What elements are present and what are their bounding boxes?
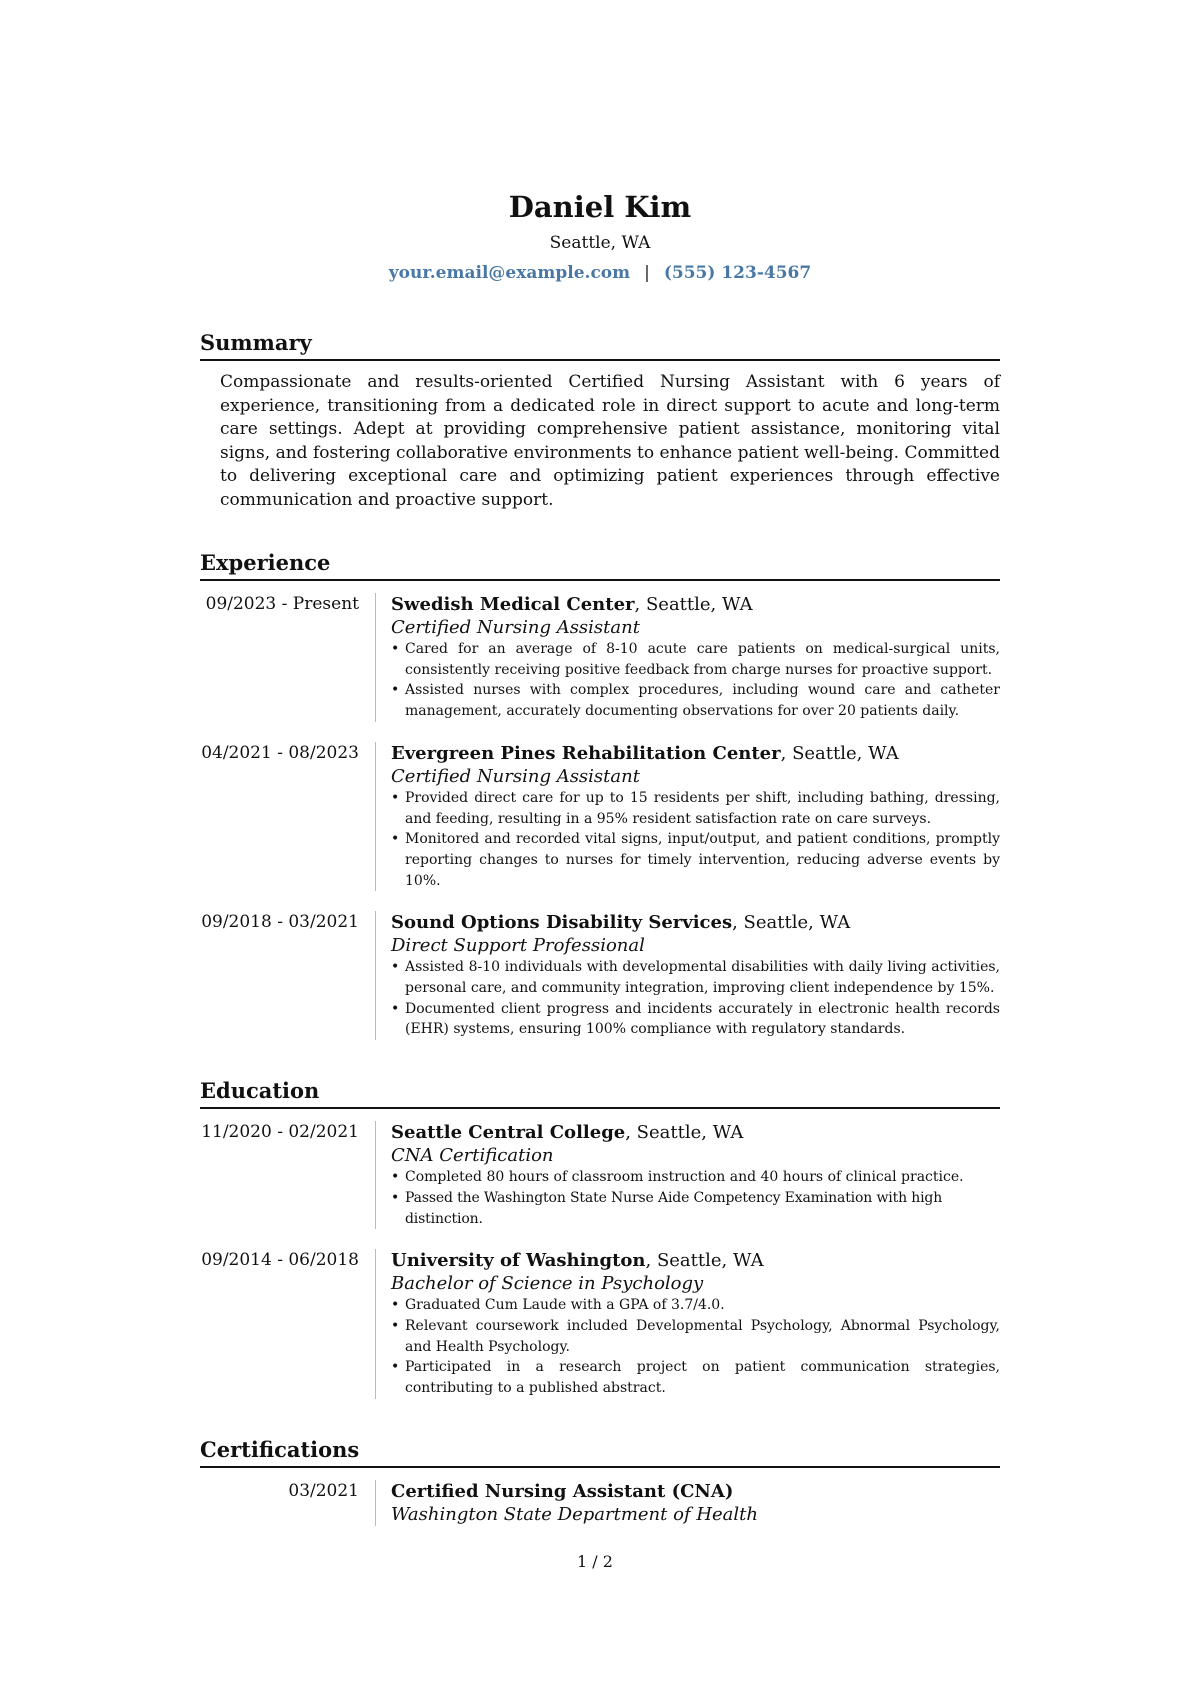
entry-location: , Seattle, WA: [625, 1122, 744, 1144]
entry-body: [375, 1249, 1000, 1399]
section-title-certifications: Certifications: [200, 1435, 1000, 1468]
entry-date: 03/2021: [288, 1480, 359, 1501]
entry-bullets: [391, 1167, 1000, 1229]
entry-organization: Seattle Central College: [391, 1122, 626, 1144]
experience-entry: [200, 593, 1000, 722]
entry-location: , Seattle, WA: [634, 594, 753, 615]
entry-bullets: [391, 788, 1000, 892]
bullet-item: • Completed 80 hours of classroom instruction and 40 hours of clinical practice.: [391, 1167, 1000, 1188]
education-section: [200, 1076, 1000, 1399]
education-entry: [200, 1121, 1000, 1229]
entry-date: 09/2018 - 03/2021: [201, 912, 359, 933]
entry-bullets: [391, 639, 1000, 722]
contact-line: [200, 260, 1000, 286]
entry-body: [375, 1121, 1000, 1229]
contact-separator: |: [644, 263, 650, 283]
entry-heading: [391, 742, 1000, 765]
bullet-item: • Participated in a research project on patient communication strategies, contributing to a published abstract.: [391, 1357, 1000, 1398]
entry-bullets: [391, 957, 1000, 1040]
bullet-item: • Documented client progress and incidents accurately in electronic health records (EHR) systems, ensuring 100% compliance with regulatory standards.: [391, 999, 1000, 1040]
summary-text: Compassionate and results-oriented Certified Nursing Assistant with 6 years of experience, transitioning from a dedicated role in direct support to acute and long-term care settings. Adept at providing comprehensive patient assistance, monitoring vital signs, and fostering collaborative environments to enhance patient well-being. Committed to delivering exceptional care and optimizing patient experiences through effective communication and proactive support.: [220, 372, 1000, 510]
entry-organization: University of Washington: [391, 1250, 646, 1272]
entry-heading: [391, 593, 1000, 616]
entry-bullets: [391, 1295, 1000, 1399]
bullet-item: • Passed the Washington State Nurse Aide Competency Examination with high distinction.: [391, 1188, 1000, 1229]
candidate-location: Seattle, WA: [549, 233, 651, 253]
experience-entry: [200, 911, 1000, 1040]
section-title-education: Education: [200, 1076, 1000, 1109]
entry-body: [375, 742, 1000, 892]
experience-entry: [200, 742, 1000, 892]
resume-header: [200, 188, 1000, 286]
entry-body: [375, 593, 1000, 722]
certifications-section: [200, 1435, 1000, 1526]
candidate-name: Daniel Kim: [508, 190, 692, 224]
education-entry: [200, 1249, 1000, 1399]
summary-section: [200, 328, 1000, 512]
entry-role: CNA Certification: [391, 1145, 554, 1167]
certification-entry: [200, 1480, 1000, 1526]
entry-body: [375, 1480, 1000, 1526]
entry-organization: Sound Options Disability Services: [391, 912, 733, 934]
phone-link[interactable]: (555) 123-4567: [663, 263, 812, 283]
entry-body: [375, 911, 1000, 1040]
entry-date: 11/2020 - 02/2021: [201, 1122, 359, 1143]
entry-heading: [391, 1121, 1000, 1144]
certification-name: Certified Nursing Assistant (CNA): [391, 1480, 734, 1502]
entry-role: Direct Support Professional: [391, 935, 645, 957]
bullet-item: • Provided direct care for up to 15 residents per shift, including bathing, dressing, and feeding, resulting in a 95% resident satisfaction rate on care surveys.: [391, 788, 1000, 829]
page-number: 1 / 2: [577, 1552, 613, 1571]
entry-role: Certified Nursing Assistant: [391, 765, 640, 787]
entry-organization: Evergreen Pines Rehabilitation Center: [391, 742, 781, 764]
entry-heading: [391, 911, 1000, 934]
entry-organization: Swedish Medical Center: [391, 594, 635, 615]
bullet-item: • Assisted nurses with complex procedures, including wound care and catheter management, accurately documenting observations for over 20 patients daily.: [391, 680, 1000, 721]
entry-role: Bachelor of Science in Psychology: [391, 1273, 704, 1295]
certification-issuer: Washington State Department of Health: [391, 1503, 758, 1525]
entry-location: , Seattle, WA: [732, 912, 851, 934]
entry-date: 04/2021 - 08/2023: [201, 742, 359, 763]
entry-heading: [391, 1249, 1000, 1272]
bullet-item: • Relevant coursework included Developmental Psychology, Abnormal Psychology, and Health Psychology.: [391, 1316, 1000, 1357]
experience-section: [200, 548, 1000, 1040]
section-title-experience: Experience: [200, 548, 1000, 581]
entry-role: Certified Nursing Assistant: [391, 617, 640, 638]
entry-location: , Seattle, WA: [780, 742, 899, 764]
entry-heading: [391, 1480, 1000, 1503]
entry-location: , Seattle, WA: [645, 1250, 764, 1272]
email-link[interactable]: your.email@example.com: [388, 263, 631, 283]
entry-date: 09/2014 - 06/2018: [201, 1250, 359, 1271]
bullet-item: • Graduated Cum Laude with a GPA of 3.7/4.0.: [391, 1295, 1000, 1316]
bullet-item: • Monitored and recorded vital signs, input/output, and patient conditions, promptly reporting changes to nurses for timely intervention, reducing adverse events by 10%.: [391, 829, 1000, 891]
entry-date: 09/2023 - Present: [205, 594, 359, 614]
bullet-item: • Assisted 8-10 individuals with developmental disabilities with daily living activities, personal care, and community integration, improving client independence by 15%.: [391, 957, 1000, 998]
bullet-item: • Cared for an average of 8-10 acute care patients on medical-surgical units, consistently receiving positive feedback from charge nurses for proactive support.: [391, 639, 1000, 680]
section-title-summary: Summary: [200, 328, 1000, 361]
